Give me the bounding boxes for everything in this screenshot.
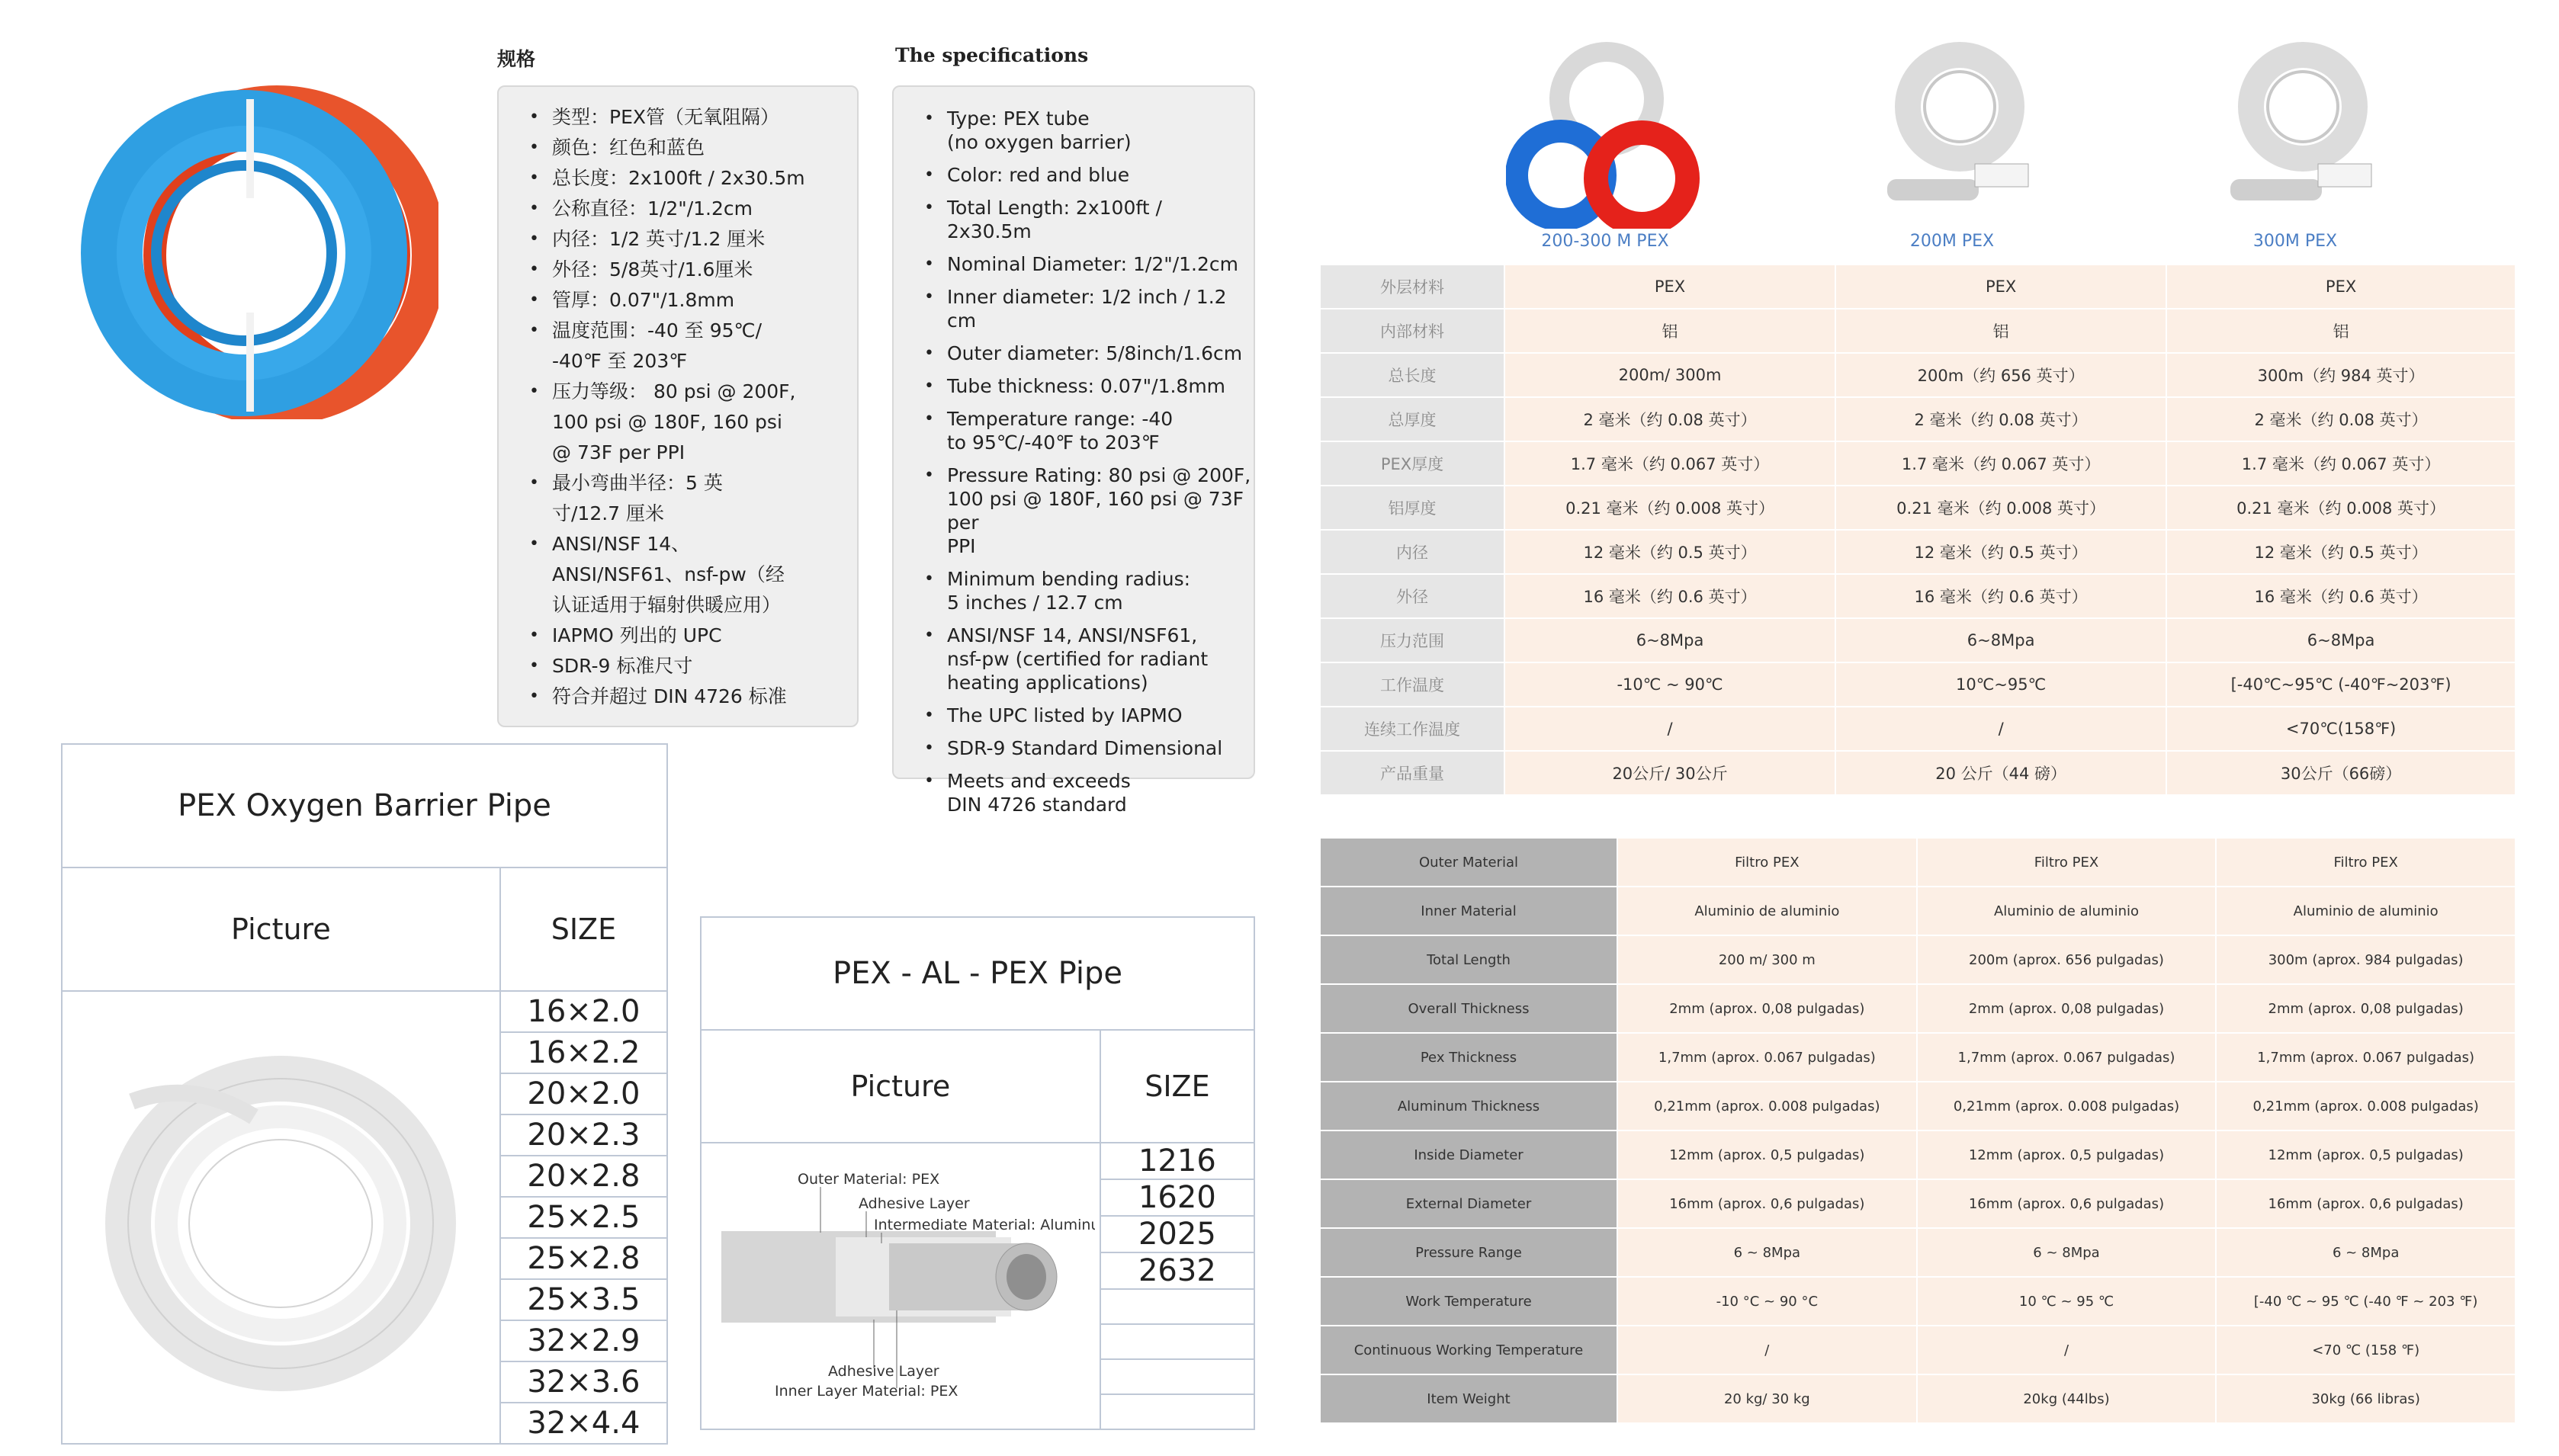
en-value-cell: 2mm (aprox. 0,08 pulgadas) — [2216, 984, 2516, 1033]
en-value-cell: 1,7mm (aprox. 0.067 pulgadas) — [2216, 1033, 2516, 1082]
cn-row-label: 产品重量 — [1320, 751, 1504, 795]
cn-spec-item: • 管厚：0.07"/1.8mm — [552, 285, 857, 316]
en-spec-item: • Outer diameter: 5/8inch/1.6cm — [947, 342, 1254, 365]
en-value-cell: 1,7mm (aprox. 0.067 pulgadas) — [1617, 1033, 1917, 1082]
product-caption: 300M PEX — [2252, 232, 2338, 251]
en-spec-item: • Total Length: 2x100ft / 2x30.5m — [947, 196, 1254, 243]
pexal-col-size: SIZE — [1100, 1030, 1254, 1143]
en-value-cell: 16mm (aprox. 0,6 pulgadas) — [2216, 1179, 2516, 1228]
cn-spec-item: • 类型：PEX管（无氧阻隔） — [552, 102, 857, 133]
cn-comparison-table — [1319, 264, 2516, 796]
pexal-size-cell — [1100, 1359, 1254, 1394]
oxygen-size-cell: 32×2.9 — [500, 1320, 667, 1361]
en-value-cell: Filtro PEX — [1617, 838, 1917, 887]
cn-spec-title: 规格 — [497, 48, 536, 70]
pexal-size-cell — [1100, 1394, 1254, 1429]
en-value-cell: 6 ~ 8Mpa — [1617, 1228, 1917, 1277]
oxygen-col-size: SIZE — [500, 868, 667, 991]
cn-row-label: 外层材料 — [1320, 265, 1504, 309]
pexal-diagram-picture — [701, 1143, 1100, 1429]
cn-value-cell: 6~8Mpa — [1504, 618, 1835, 662]
diagram-label: Inner Layer Material: PEX — [774, 1383, 958, 1400]
cn-value-cell: 1.7 毫米（约 0.067 英寸） — [2166, 441, 2516, 486]
cn-value-cell: 铝 — [2166, 309, 2516, 353]
cn-value-cell: PEX — [1835, 265, 2166, 309]
en-spec-item: • Tube thickness: 0.07"/1.8mm — [947, 374, 1254, 398]
oxygen-size-cell: 16×2.2 — [500, 1032, 667, 1073]
pexal-size-cell: 1620 — [1100, 1179, 1254, 1216]
cn-value-cell: 6~8Mpa — [1835, 618, 2166, 662]
cn-value-cell: PEX — [2166, 265, 2516, 309]
en-row-label: Continuous Working Temperature — [1320, 1326, 1617, 1374]
en-spec-item: • The UPC listed by IAPMO — [947, 704, 1254, 727]
en-spec-item: • Inner diameter: 1/2 inch / 1.2 cm — [947, 285, 1254, 332]
en-value-cell: 20 kg/ 30 kg — [1617, 1374, 1917, 1423]
oxygen-size-cell: 32×3.6 — [500, 1361, 667, 1403]
cn-value-cell: 30公斤（66磅） — [2166, 751, 2516, 795]
diagram-label: Intermediate Material: Aluminum — [873, 1217, 1095, 1233]
en-value-cell: 1,7mm (aprox. 0.067 pulgadas) — [1917, 1033, 2217, 1082]
cn-spec-item: • 公称直径：1/2"/1.2cm — [552, 194, 857, 224]
en-value-cell: 16mm (aprox. 0,6 pulgadas) — [1617, 1179, 1917, 1228]
cn-row-label: 内部材料 — [1320, 309, 1504, 353]
red-blue-white-coils-image — [1506, 38, 1704, 229]
en-spec-item: • Color: red and blue — [947, 163, 1254, 187]
en-value-cell: 12mm (aprox. 0,5 pulgadas) — [2216, 1130, 2516, 1179]
pexal-col-picture: Picture — [701, 1030, 1100, 1143]
cn-spec-item: • 符合并超过 DIN 4726 标准 — [552, 681, 857, 712]
cn-row-label: 工作温度 — [1320, 662, 1504, 707]
cn-spec-item: • 最小弯曲半径：5 英 寸/12.7 厘米 — [552, 468, 857, 529]
en-value-cell: Aluminio de aluminio — [2216, 887, 2516, 935]
pexal-size-cell — [1100, 1289, 1254, 1324]
cn-spec-item: • 压力等级： 80 psi @ 200F, 100 psi @ 180F, 160 psi @ 73F per PPI — [552, 377, 857, 468]
en-row-label: Pex Thickness — [1320, 1033, 1617, 1082]
oxygen-size-cell: 20×2.3 — [500, 1114, 667, 1156]
en-row-label: Item Weight — [1320, 1374, 1617, 1423]
cn-value-cell: / — [1835, 707, 2166, 751]
oxygen-size-cell: 20×2.0 — [500, 1073, 667, 1114]
cn-row-label: 压力范围 — [1320, 618, 1504, 662]
cn-value-cell: 200m（约 656 英寸） — [1835, 353, 2166, 397]
diagram-label: Adhesive Layer — [858, 1195, 970, 1212]
cn-value-cell: [-40℃~95℃ (-40℉~203℉) — [2166, 662, 2516, 707]
cn-value-cell: 0.21 毫米（约 0.008 英寸） — [2166, 486, 2516, 530]
pex-al-pex-table — [700, 916, 1255, 1430]
cn-value-cell: PEX — [1504, 265, 1835, 309]
pexal-table-title: PEX - AL - PEX Pipe — [701, 917, 1254, 1030]
en-spec-item: • Type: PEX tube (no oxygen barrier) — [947, 107, 1254, 154]
en-value-cell: Aluminio de aluminio — [1917, 887, 2217, 935]
cn-value-cell: 200m/ 300m — [1504, 353, 1835, 397]
oxygen-size-cell: 25×2.8 — [500, 1238, 667, 1279]
en-spec-item: • ANSI/NSF 14, ANSI/NSF61, nsf-pw (certified for radiant heating applications) — [947, 624, 1254, 694]
cn-row-label: 内径 — [1320, 530, 1504, 574]
oxygen-size-cell: 16×2.0 — [500, 991, 667, 1032]
en-spec-item: • SDR-9 Standard Dimensional — [947, 736, 1254, 760]
en-value-cell: 0,21mm (aprox. 0.008 pulgadas) — [1917, 1082, 2217, 1130]
en-value-cell: Aluminio de aluminio — [1617, 887, 1917, 935]
en-value-cell: Filtro PEX — [1917, 838, 2217, 887]
en-value-cell: 12mm (aprox. 0,5 pulgadas) — [1617, 1130, 1917, 1179]
en-value-cell: [-40 ℃ ~ 95 ℃ (-40 ℉ ~ 203 ℉) — [2216, 1277, 2516, 1326]
product-caption: 200M PEX — [1909, 232, 1995, 251]
en-row-label: Total Length — [1320, 935, 1617, 984]
white-pex-coil-picture — [62, 991, 500, 1444]
cn-value-cell: 16 毫米（约 0.6 英寸） — [2166, 574, 2516, 618]
diagram-label: Adhesive Layer — [827, 1363, 939, 1380]
oxygen-barrier-table — [61, 743, 668, 1445]
cn-spec-item: • 外径：5/8英寸/1.6厘米 — [552, 255, 857, 285]
cn-value-cell: / — [1504, 707, 1835, 751]
en-spec-item: • Minimum bending radius: 5 inches / 12.7 cm — [947, 567, 1254, 614]
cn-value-cell: -10℃ ~ 90℃ — [1504, 662, 1835, 707]
en-value-cell: 200 m/ 300 m — [1617, 935, 1917, 984]
en-row-label: Pressure Range — [1320, 1228, 1617, 1277]
cn-value-cell: 2 毫米（约 0.08 英寸） — [1504, 397, 1835, 441]
oxygen-col-picture: Picture — [62, 868, 500, 991]
en-spec-box — [892, 85, 1255, 816]
en-value-cell: 16mm (aprox. 0,6 pulgadas) — [1917, 1179, 2217, 1228]
en-value-cell: 6 ~ 8Mpa — [1917, 1228, 2217, 1277]
cn-row-label: 总长度 — [1320, 353, 1504, 397]
en-value-cell: 30kg (66 libras) — [2216, 1374, 2516, 1423]
cn-value-cell: 10℃~95℃ — [1835, 662, 2166, 707]
cn-row-label: 总厚度 — [1320, 397, 1504, 441]
en-value-cell: 6 ~ 8Mpa — [2216, 1228, 2516, 1277]
cn-row-label: 连续工作温度 — [1320, 707, 1504, 751]
product-caption: 200-300 M PEX — [1541, 232, 1669, 251]
diagram-label: Outer Material: PEX — [797, 1171, 939, 1188]
pexal-size-cell: 1216 — [1100, 1143, 1254, 1179]
cn-row-label: PEX厚度 — [1320, 441, 1504, 486]
cn-value-cell: <70℃(158℉) — [2166, 707, 2516, 751]
cn-value-cell: 铝 — [1835, 309, 2166, 353]
oxygen-size-cell: 32×4.4 — [500, 1403, 667, 1444]
en-row-label: Aluminum Thickness — [1320, 1082, 1617, 1130]
cn-spec-item: • SDR-9 标准尺寸 — [552, 651, 857, 681]
en-comparison-table — [1319, 837, 2516, 1424]
oxygen-table-title: PEX Oxygen Barrier Pipe — [62, 744, 667, 868]
cn-value-cell: 2 毫米（约 0.08 英寸） — [2166, 397, 2516, 441]
en-row-label: Outer Material — [1320, 838, 1617, 887]
en-spec-item: • Pressure Rating: 80 psi @ 200F, 100 psi @ 180F, 160 psi @ 73F per PPI — [947, 463, 1254, 558]
red-blue-pex-coil-image — [80, 84, 438, 419]
cn-spec-item: • 总长度：2x100ft / 2x30.5m — [552, 163, 857, 194]
cn-value-cell: 12 毫米（约 0.5 英寸） — [2166, 530, 2516, 574]
cn-value-cell: 0.21 毫米（约 0.008 英寸） — [1504, 486, 1835, 530]
cn-spec-item: • 内径：1/2 英寸/1.2 厘米 — [552, 224, 857, 255]
oxygen-size-cell: 25×3.5 — [500, 1279, 667, 1320]
cn-spec-item: • 温度范围：-40 至 95℃/ -40℉ 至 203℉ — [552, 316, 857, 377]
oxygen-size-cell: 20×2.8 — [500, 1156, 667, 1197]
en-value-cell: 20kg (44lbs) — [1917, 1374, 2217, 1423]
cn-value-cell: 300m（约 984 英寸） — [2166, 353, 2516, 397]
en-value-cell: Filtro PEX — [2216, 838, 2516, 887]
en-value-cell: / — [1617, 1326, 1917, 1374]
cn-value-cell: 1.7 毫米（约 0.067 英寸） — [1835, 441, 2166, 486]
en-value-cell: 0,21mm (aprox. 0.008 pulgadas) — [2216, 1082, 2516, 1130]
pexal-layers-diagram — [706, 1147, 1095, 1422]
en-value-cell: 12mm (aprox. 0,5 pulgadas) — [1917, 1130, 2217, 1179]
en-value-cell: 300m (aprox. 984 pulgadas) — [2216, 935, 2516, 984]
en-row-label: Overall Thickness — [1320, 984, 1617, 1033]
cn-row-label: 外径 — [1320, 574, 1504, 618]
en-row-label: Work Temperature — [1320, 1277, 1617, 1326]
cn-spec-item: • ANSI/NSF 14、 ANSI/NSF61、nsf-pw（经 认证适用于辐射供暖应用） — [552, 529, 857, 621]
pexal-size-cell: 2025 — [1100, 1216, 1254, 1252]
en-value-cell: <70 ℃ (158 ℉) — [2216, 1326, 2516, 1374]
white-pex-coil-image — [101, 1033, 460, 1399]
cn-value-cell: 12 毫米（约 0.5 英寸） — [1835, 530, 2166, 574]
pexal-size-cell — [1100, 1324, 1254, 1359]
en-row-label: External Diameter — [1320, 1179, 1617, 1228]
oxygen-size-cell: 25×2.5 — [500, 1197, 667, 1238]
cn-value-cell: 20公斤/ 30公斤 — [1504, 751, 1835, 795]
en-value-cell: -10 °C ~ 90 °C — [1617, 1277, 1917, 1326]
en-value-cell: / — [1917, 1326, 2217, 1374]
cn-value-cell: 16 毫米（约 0.6 英寸） — [1835, 574, 2166, 618]
en-row-label: Inside Diameter — [1320, 1130, 1617, 1179]
cn-value-cell: 铝 — [1504, 309, 1835, 353]
cn-value-cell: 1.7 毫米（约 0.067 英寸） — [1504, 441, 1835, 486]
en-spec-item: • Temperature range: -40 to 95℃/-40℉ to 203℉ — [947, 407, 1254, 454]
cn-value-cell: 6~8Mpa — [2166, 618, 2516, 662]
cn-value-cell: 12 毫米（约 0.5 英寸） — [1504, 530, 1835, 574]
en-spec-title: The specifications — [895, 44, 1089, 66]
white-coil-300m-image — [2204, 38, 2402, 229]
en-value-cell: 200m (aprox. 656 pulgadas) — [1917, 935, 2217, 984]
en-value-cell: 0,21mm (aprox. 0.008 pulgadas) — [1617, 1082, 1917, 1130]
cn-value-cell: 2 毫米（约 0.08 英寸） — [1835, 397, 2166, 441]
cn-value-cell: 20 公斤（44 磅） — [1835, 751, 2166, 795]
cn-spec-box — [497, 85, 859, 727]
en-spec-item: • Meets and exceeds DIN 4726 standard — [947, 769, 1254, 816]
cn-value-cell: 0.21 毫米（约 0.008 英寸） — [1835, 486, 2166, 530]
cn-value-cell: 16 毫米（约 0.6 英寸） — [1504, 574, 1835, 618]
en-value-cell: 10 ℃ ~ 95 ℃ — [1917, 1277, 2217, 1326]
cn-spec-item: • IAPMO 列出的 UPC — [552, 621, 857, 651]
en-row-label: Inner Material — [1320, 887, 1617, 935]
cn-row-label: 铝厚度 — [1320, 486, 1504, 530]
pexal-size-cell: 2632 — [1100, 1252, 1254, 1289]
en-spec-item: • Nominal Diameter: 1/2"/1.2cm — [947, 252, 1254, 276]
cn-spec-item: • 颜色：红色和蓝色 — [552, 133, 857, 163]
en-value-cell: 2mm (aprox. 0,08 pulgadas) — [1917, 984, 2217, 1033]
white-coil-200m-image — [1861, 38, 2059, 229]
en-value-cell: 2mm (aprox. 0,08 pulgadas) — [1617, 984, 1917, 1033]
